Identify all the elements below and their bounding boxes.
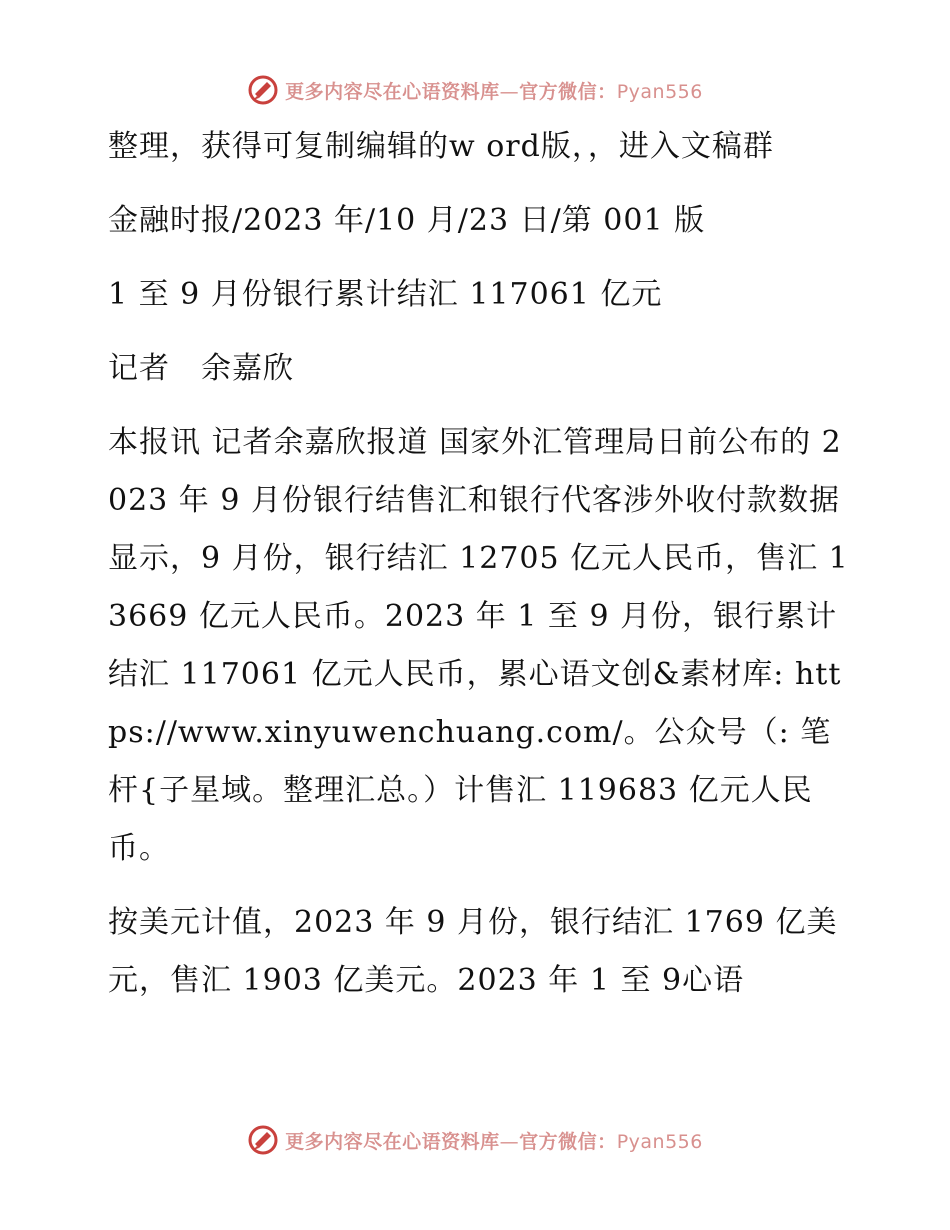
byline: 记者 余嘉欣 — [108, 351, 294, 386]
paragraph-1: 本报讯 记者余嘉欣报道 国家外汇管理局日前公布的 2023 年 9 月份银行结售汇和银行代客涉外收付款数据显示，9 月份，银行结汇 12705 亿元人民币，售汇 13669 亿元人民币。2023 年 1 至 9 月份，银行累计结汇 117061 亿元人民币，累心语文创&素材库: https://www.xinyuwenchuang.com/。公众号（: 笔杆{子星域。整理汇总。）计售汇 119683 亿元人民币。 — [108, 425, 849, 866]
source-line: 金融时报/2023 年/10 月/23 日/第 001 版 — [108, 203, 706, 238]
banner-brand-text: 更多内容尽在心语资料库 — [285, 80, 500, 103]
banner-dash: — — [499, 1130, 520, 1153]
banner-wechat-id: Pyan556 — [616, 80, 703, 103]
banner-text — [285, 77, 703, 104]
document-body — [98, 118, 858, 1010]
intro-line: 整理，获得可复制编辑的w ord版，，进入文稿群 — [108, 129, 774, 164]
banner-text — [285, 1127, 703, 1154]
banner-dash: — — [499, 80, 520, 103]
banner-brand-text: 更多内容尽在心语资料库 — [285, 1130, 500, 1153]
banner-wechat-label: 官方微信： — [519, 80, 617, 103]
brand-logo-icon — [247, 74, 279, 106]
brand-logo-icon — [247, 1124, 279, 1156]
banner-wechat-id: Pyan556 — [616, 1130, 703, 1153]
header-banner — [0, 70, 950, 110]
paragraph-2: 按美元计值，2023 年 9 月份，银行结汇 1769 亿美元，售汇 1903 亿美元。2023 年 1 至 9心语 — [108, 905, 838, 998]
banner-wechat-label: 官方微信： — [519, 1130, 617, 1153]
footer-banner — [0, 1120, 950, 1160]
headline: 1 至 9 月份银行累计结汇 117061 亿元 — [108, 277, 663, 312]
